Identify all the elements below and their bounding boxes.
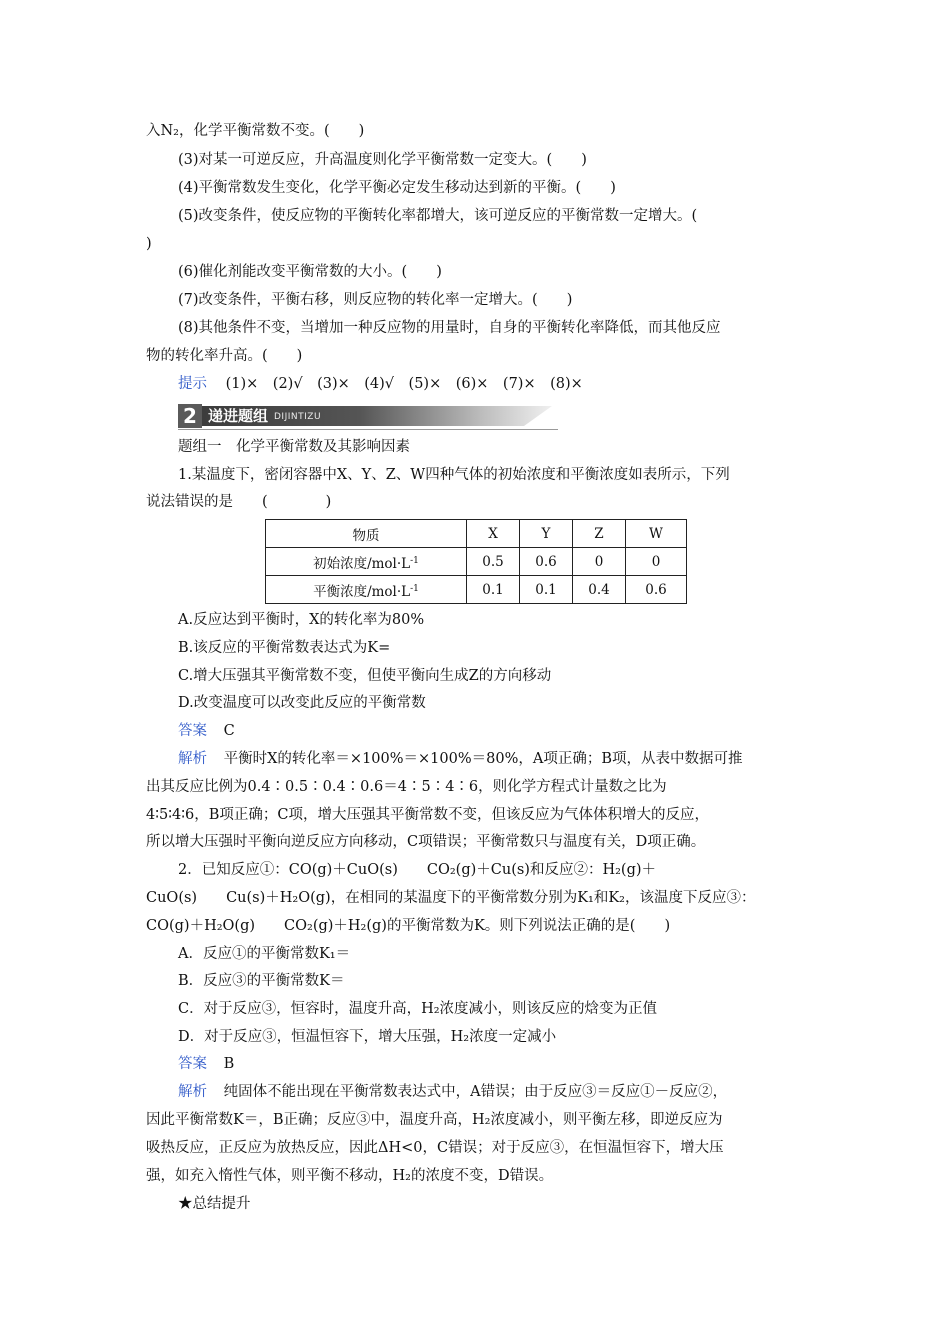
concentration-table [265, 519, 687, 604]
table-cell: 0.1 [520, 576, 573, 604]
q2-stem: 2．已知反应①：CO(g)＋CuO(s) CO₂(g)＋Cu(s)和反应②：H₂(g)＋ [178, 862, 657, 878]
q2-stem-line: CuO(s) Cu(s)＋H₂O(g)，在相同的某温度下的平衡常数分别为K₁和K₂，该温度下反应③： [146, 890, 756, 906]
table-row [266, 548, 687, 576]
table-cell: 0.4 [573, 576, 626, 604]
summary-heading: ★总结提升 [178, 1196, 251, 1212]
q2-analysis-line: 因此平衡常数K＝，B正确；反应③中，温度升高，H₂浓度减小，则平衡左移，即逆反应为 [146, 1112, 723, 1128]
q1-stem-end: 说法错误的是 ( ) [146, 494, 332, 510]
q2-option-c: C．对于反应③，恒容时，温度升高，H₂浓度减小，则该反应的焓变为正值 [178, 1001, 658, 1017]
table-cell: 0.6 [520, 548, 573, 576]
prompt-item-8: (8)其他条件不变，当增加一种反应物的用量时，自身的平衡转化率降低，而其他反应 [178, 320, 721, 336]
table-header-row [266, 520, 687, 548]
analysis-label: 解析 [178, 1084, 207, 1100]
q1-stem: 1.某温度下，密闭容器中X、Y、Z、W四种气体的初始浓度和平衡浓度如表所示，下列 [178, 467, 730, 483]
table-row-label: 初始浓度$/mol\cdot L^{-1}$ [266, 548, 467, 576]
prompt-item-3: (3)对某一可逆反应，升高温度则化学平衡常数一定变大。( ) [178, 152, 587, 168]
q2-analysis [178, 1082, 727, 1102]
answer-value: C [223, 723, 235, 739]
prompt-item-7: (7)改变条件，平衡右移，则反应物的转化率一定增大。( ) [178, 292, 573, 308]
prompt-item-5-end: ) [146, 236, 152, 252]
q2-option-a: A．反应①的平衡常数K₁＝ [178, 946, 351, 962]
table-header-cell: 物质 [266, 520, 467, 548]
q1-analysis-line: 出其反应比例为0.4∶0.5∶0.4∶0.6＝4∶5∶4∶6，则化学方程式计量数之比为 [146, 779, 667, 795]
table-cell: 0 [626, 548, 687, 576]
answer-value: B [223, 1056, 235, 1072]
q2-stem-line: CO(g)＋H₂O(g) CO₂(g)＋H₂(g)的平衡常数为K。则下列说法正确的是( ) [146, 918, 671, 934]
section-title: 递进题组 [208, 407, 269, 425]
prompt-item-5: (5)改变条件，使反应物的平衡转化率都增大，该可逆反应的平衡常数一定增大。( [178, 208, 698, 224]
group-title: 题组一 化学平衡常数及其影响因素 [178, 439, 410, 455]
answer-label: 答案 [178, 1056, 207, 1072]
section-rule [178, 429, 558, 430]
table-cell: 0.6 [626, 576, 687, 604]
q2-option-b: B．反应③的平衡常数K＝ [178, 973, 345, 989]
table-row [266, 576, 687, 604]
prompt-item-8-end: 物的转化率升高。( ) [146, 348, 303, 364]
section-header [178, 402, 558, 430]
table-cell: 0.1 [467, 576, 520, 604]
q2-option-d: D．对于反应③，恒温恒容下，增大压强，H₂浓度一定减小 [178, 1029, 557, 1045]
tips-label: 提示 [178, 376, 207, 392]
q1-option-c: C.增大压强其平衡常数不变，但使平衡向生成Z的方向移动 [178, 668, 552, 684]
table-header-cell: W [626, 520, 687, 548]
table-header-cell: Y [520, 520, 573, 548]
q1-analysis-line: 4∶5∶4∶6，B项正确；C项，增大压强其平衡常数不变，但该反应为气体体积增大的反应， [146, 807, 709, 823]
q1-analysis-line: 所以增大压强时平衡向逆反应方向移动，C项错误；平衡常数只与温度有关，D项正确。 [146, 834, 706, 850]
q1-option-b: B.该反应的平衡常数表达式为K= [178, 640, 391, 656]
q2-analysis-line: 吸热反应，正反应为放热反应，因此ΔH<0，C错误；对于反应③，在恒温恒容下，增大压 [146, 1140, 724, 1156]
q1-answer [178, 721, 235, 741]
table-cell: 0 [573, 548, 626, 576]
prompt-item-6: (6)催化剂能改变平衡常数的大小。( ) [178, 264, 442, 280]
q2-answer [178, 1054, 234, 1074]
table-row-label: 平衡浓度$/mol\cdot L^{-1}$ [266, 576, 467, 604]
section-subtitle: DIJINTIZU [274, 412, 322, 422]
analysis-label: 解析 [178, 751, 207, 767]
q1-analysis [178, 749, 743, 769]
prompt-continuation: 入N₂，化学平衡常数不变。( ) [146, 123, 365, 139]
analysis-text: 平衡时X的转化率＝×100%＝×100%＝80%，A项正确；B项，从表中数据可推 [223, 751, 743, 767]
tips-line [178, 374, 583, 394]
table-header-cell: X [467, 520, 520, 548]
analysis-text: 纯固体不能出现在平衡常数表达式中，A错误；由于反应③＝反应①－反应②， [223, 1084, 728, 1100]
table-header-cell: Z [573, 520, 626, 548]
answer-label: 答案 [178, 723, 207, 739]
q1-option-d: D.改变温度可以改变此反应的平衡常数 [178, 695, 426, 711]
tips-answers: (1)× (2)√ (3)× (4)√ (5)× (6)× (7)× (8)× [225, 376, 583, 392]
q2-analysis-line: 强，如充入惰性气体，则平衡不移动，H₂的浓度不变，D错误。 [146, 1168, 554, 1184]
q1-option-a: A.反应达到平衡时，X的转化率为80% [178, 612, 425, 628]
table-cell: 0.5 [467, 548, 520, 576]
section-number: 2 [178, 404, 202, 428]
prompt-item-4: (4)平衡常数发生变化，化学平衡必定发生移动达到新的平衡。( ) [178, 180, 616, 196]
